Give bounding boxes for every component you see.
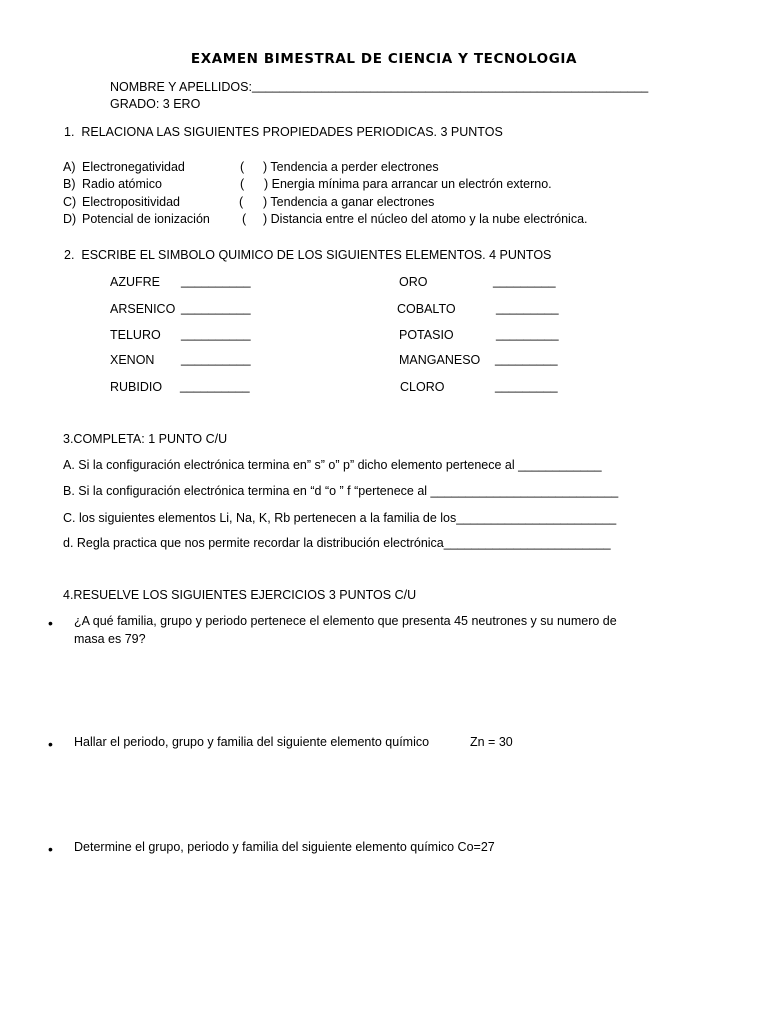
element-blank: __________ <box>181 274 251 288</box>
element-name: AZUFRE <box>110 275 160 289</box>
element-name: ORO <box>399 275 428 289</box>
element-blank: __________ <box>181 327 251 341</box>
element-blank: _________ <box>496 327 559 341</box>
q1-left-term: Radio atómico <box>82 177 162 191</box>
grade-label: GRADO: 3 ERO <box>110 97 201 111</box>
bullet-icon: • <box>48 736 53 752</box>
q1-right-definition: ) Energia mínima para arrancar un electrón externo. <box>264 177 552 191</box>
element-name: POTASIO <box>399 328 454 342</box>
element-blank: _________ <box>493 274 556 288</box>
element-name: CLORO <box>400 380 445 394</box>
element-name: COBALTO <box>397 302 456 316</box>
q4-exercise-formula: Zn = 30 <box>470 735 513 749</box>
q3-item: C. los siguientes elementos Li, Na, K, Rb pertenecen a la familia de los_______________________ <box>63 511 617 525</box>
q1-heading: 1. RELACIONA LAS SIGUIENTES PROPIEDADES PERIODICAS. 3 PUNTOS <box>64 125 503 139</box>
q1-left-letter: D) <box>63 212 77 226</box>
q1-answer-paren: ( <box>239 195 244 209</box>
element-name: XENON <box>110 353 155 367</box>
q2-heading: 2. ESCRIBE EL SIMBOLO QUIMICO DE LOS SIGUIENTES ELEMENTOS. 4 PUNTOS <box>64 248 552 262</box>
name-label: NOMBRE Y APELLIDOS: <box>110 80 252 94</box>
bullet-icon: • <box>48 615 53 631</box>
bullet-icon: • <box>48 841 53 857</box>
q4-exercise-line: ¿A qué familia, grupo y periodo pertenece el elemento que presenta 45 neutrones y su numero de <box>74 614 617 628</box>
q3-item: d. Regla practica que nos permite recordar la distribución electrónica________________________ <box>63 536 611 550</box>
q1-right-definition: ) Tendencia a perder electrones <box>263 160 439 174</box>
q1-left-term: Potencial de ionización <box>82 212 210 226</box>
element-name: ARSENICO <box>110 302 176 316</box>
q1-right-definition: ) Distancia entre el núcleo del atomo y la nube electrónica. <box>263 212 588 226</box>
q1-answer-paren: ( <box>242 212 247 226</box>
element-blank: _________ <box>496 301 559 315</box>
q1-answer-paren: ( <box>240 177 245 191</box>
element-blank: __________ <box>181 301 251 315</box>
q1-left-letter: A) <box>63 160 76 174</box>
q4-exercise: Hallar el periodo, grupo y familia del siguiente elemento químico <box>74 735 430 749</box>
element-blank: _________ <box>495 352 558 366</box>
name-blank-line: _________________________________________________________ <box>252 79 649 93</box>
element-blank: __________ <box>181 352 251 366</box>
q1-answer-paren: ( <box>240 160 245 174</box>
q4-heading: 4.RESUELVE LOS SIGUIENTES EJERCICIOS 3 PUNTOS C/U <box>63 588 417 602</box>
q3-item: B. Si la configuración electrónica termina en “d “o ” f “pertenece al ___________________________ <box>63 484 619 498</box>
element-name: RUBIDIO <box>110 380 163 394</box>
q4-exercise: Determine el grupo, periodo y familia del siguiente elemento químico Co=27 <box>74 840 495 854</box>
exam-title: EXAMEN BIMESTRAL DE CIENCIA Y TECNOLOGIA <box>190 51 578 67</box>
element-name: TELURO <box>110 328 161 342</box>
q1-left-term: Electronegatividad <box>82 160 185 174</box>
q1-left-letter: C) <box>63 195 77 209</box>
q3-item: A. Si la configuración electrónica termina en” s” o” p” dicho elemento pertenece al ____________ <box>63 458 602 472</box>
element-blank: _________ <box>495 379 558 393</box>
element-blank: __________ <box>180 379 250 393</box>
q1-left-term: Electropositividad <box>82 195 180 209</box>
q4-exercise-line: masa es 79? <box>74 632 146 646</box>
element-name: MANGANESO <box>399 353 481 367</box>
q1-left-letter: B) <box>63 177 76 191</box>
q1-right-definition: ) Tendencia a ganar electrones <box>263 195 435 209</box>
q3-heading: 3.COMPLETA: 1 PUNTO C/U <box>63 432 228 446</box>
